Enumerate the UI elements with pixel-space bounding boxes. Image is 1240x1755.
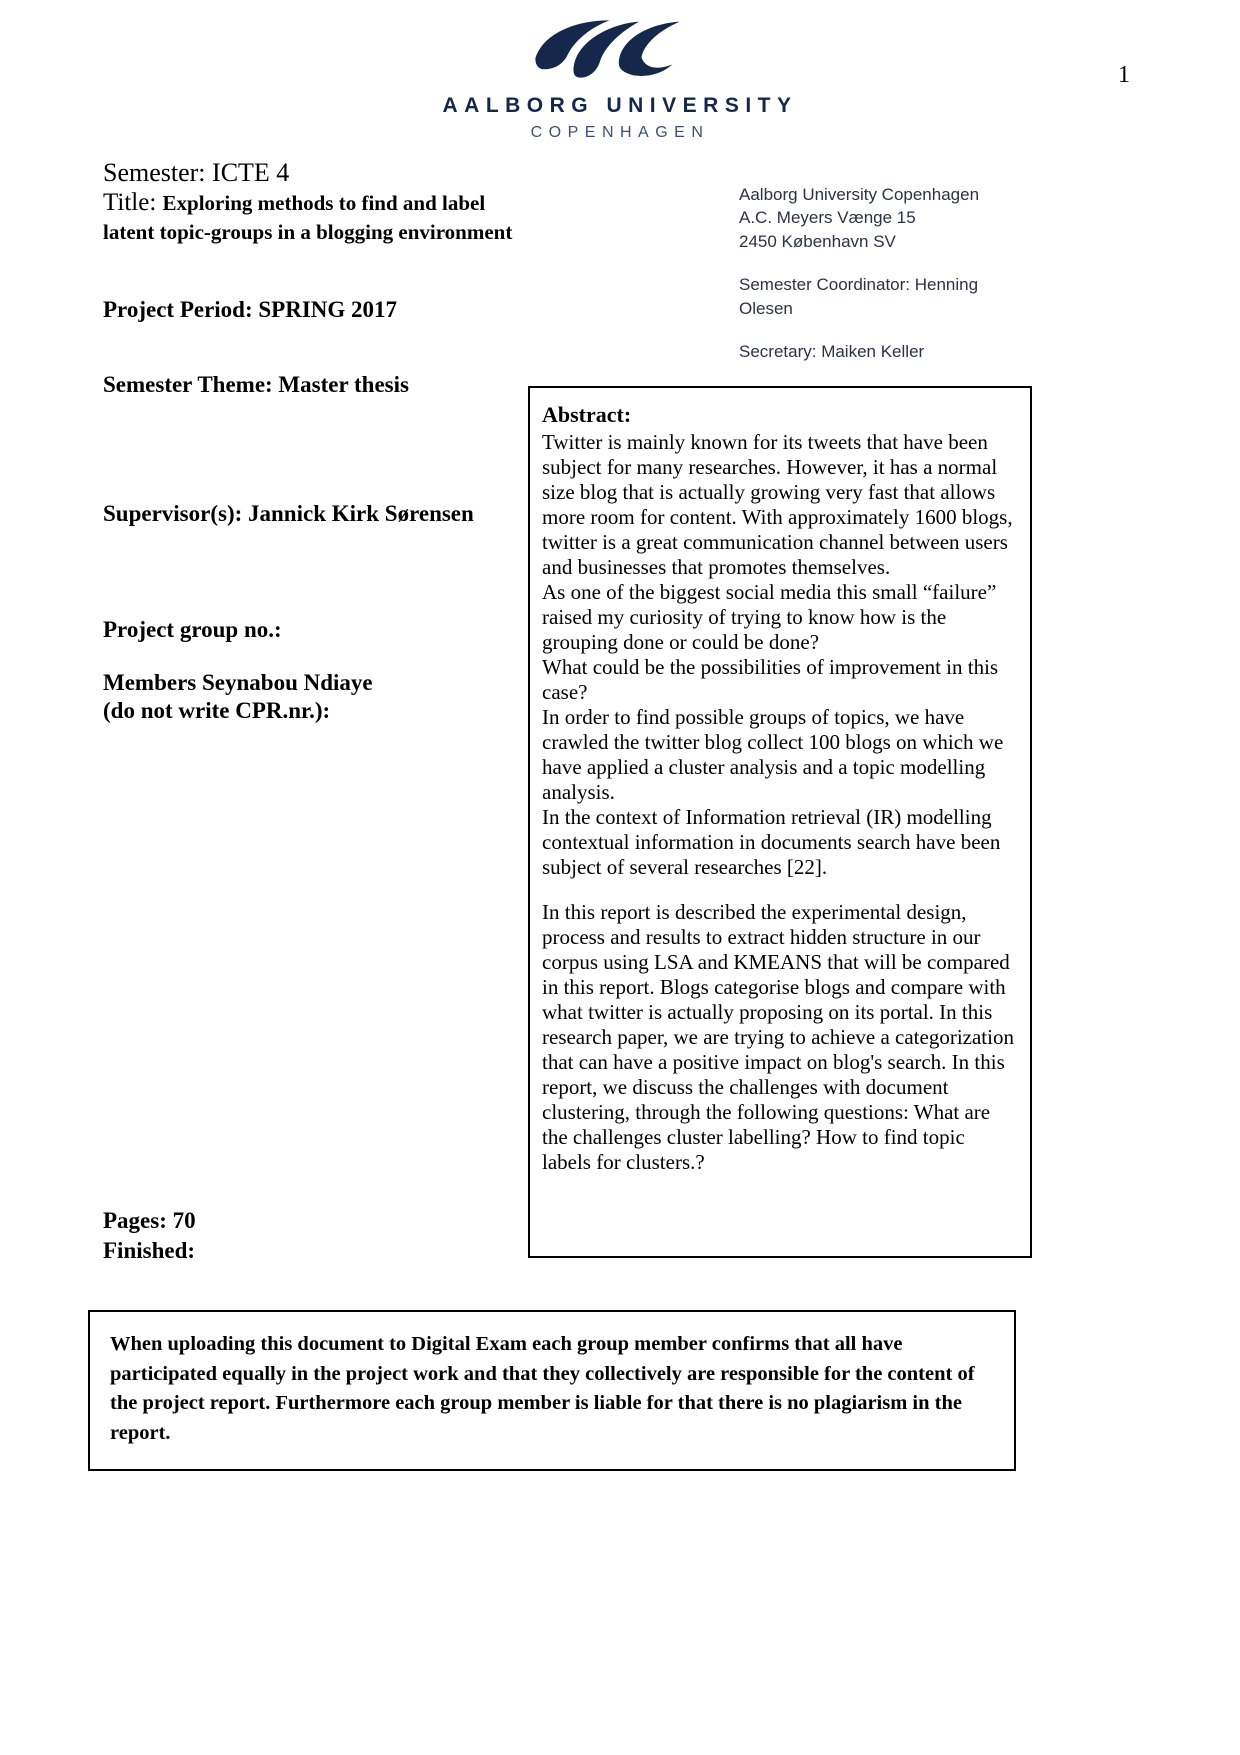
university-address-block: [739, 183, 1004, 364]
abstract-paragraph: In this report is described the experimental design, process and results to extract hidden structure in our corpus using LSA and KMEANS that will be compared in this report. Blogs categorise blogs and compare with what twitter is actually proposing on its portal. In this research paper, we are trying to achieve a categorization that can have a positive impact on blog's search. In this report, we discuss the challenges with document clustering, through the following questions: What are the challenges cluster labelling? How to find topic labels for clusters.?: [542, 899, 1014, 1174]
abstract-paragraph: Twitter is mainly known for its tweets that have been subject for many researches. However, it has a normal size blog that is actually growing very fast that allows more room for content. With approximately 1600 blogs, twitter is a great communication channel between users and businesses that promotes themselves.: [542, 429, 1013, 579]
declaration-text: When uploading this document to Digital Exam each group member confirms that all have participated equally in the project work and that they collectively are responsible for the content of the project report. Furthermore each group member is liable for that there is no plagiarism in the report.: [110, 1333, 975, 1445]
spacer: [103, 643, 523, 669]
declaration-box: [88, 1310, 1016, 1471]
abstract-paragraph: As one of the biggest social media this small “failure” raised my curiosity of trying to know how is the grouping done or could be done?: [542, 579, 997, 654]
project-period: Project Period: SPRING 2017: [103, 297, 398, 323]
spacer: [103, 246, 523, 296]
members-line-2: (do not write CPR.nr.):: [103, 698, 331, 724]
secretary-group: [739, 340, 1004, 363]
address-city: 2450 København SV: [739, 231, 896, 251]
title-label: Title:: [103, 189, 157, 217]
title-line: [103, 188, 523, 246]
secretary: Secretary: Maiken Keller: [739, 342, 925, 362]
logo-wordmark: AALBORG UNIVERSITY: [442, 94, 798, 117]
aalborg-wave-logo-icon: [530, 18, 710, 80]
abstract-paragraph: What could be the possibilities of improvement in this case?: [542, 654, 999, 704]
supervisors: Supervisor(s): Jannick Kirk Sørensen: [103, 501, 474, 527]
coordinator-group: [739, 273, 1004, 320]
members-line-1: Members Seynabou Ndiaye: [103, 670, 373, 696]
semester-value: ICTE 4: [212, 158, 290, 187]
semester-line: [103, 158, 523, 187]
university-logo: [0, 18, 1240, 142]
semester-label: Semester:: [103, 158, 206, 187]
pages-finished-block: [103, 1206, 196, 1266]
spacer: [103, 528, 523, 616]
address-street: A.C. Meyers Vænge 15: [739, 208, 916, 228]
abstract-heading: Abstract:: [542, 402, 632, 427]
logo-sub-wordmark: COPENHAGEN: [530, 124, 710, 141]
address-group: [739, 183, 1004, 253]
spacer: [103, 324, 523, 371]
semester-theme: Semester Theme: Master thesis: [103, 371, 409, 397]
pages-count: Pages: 70: [103, 1208, 196, 1233]
abstract-paragraph: In order to find possible groups of topics, we have crawled the twitter blog collect 100 blogs on which we have applied a cluster analysis and a topic modelling analysis.: [542, 704, 1004, 804]
abstract-box: [528, 386, 1032, 1258]
page-number: 1: [1118, 62, 1130, 88]
project-metadata-column: [103, 158, 523, 725]
abstract-body: [542, 430, 1016, 1175]
abstract-paragraph: In the context of Information retrieval (IR) modelling contextual information in documents search have been subject of several researches [22].: [542, 804, 1001, 879]
semester-coordinator: Semester Coordinator: Henning Olesen: [739, 275, 979, 318]
title-value: Exploring methods to find and label latent topic-groups in a blogging environment: [103, 191, 513, 245]
project-group-no: Project group no.:: [103, 616, 282, 642]
address-institution: Aalborg University Copenhagen: [739, 185, 980, 204]
spacer: [103, 398, 523, 500]
finished-date: Finished:: [103, 1237, 196, 1263]
